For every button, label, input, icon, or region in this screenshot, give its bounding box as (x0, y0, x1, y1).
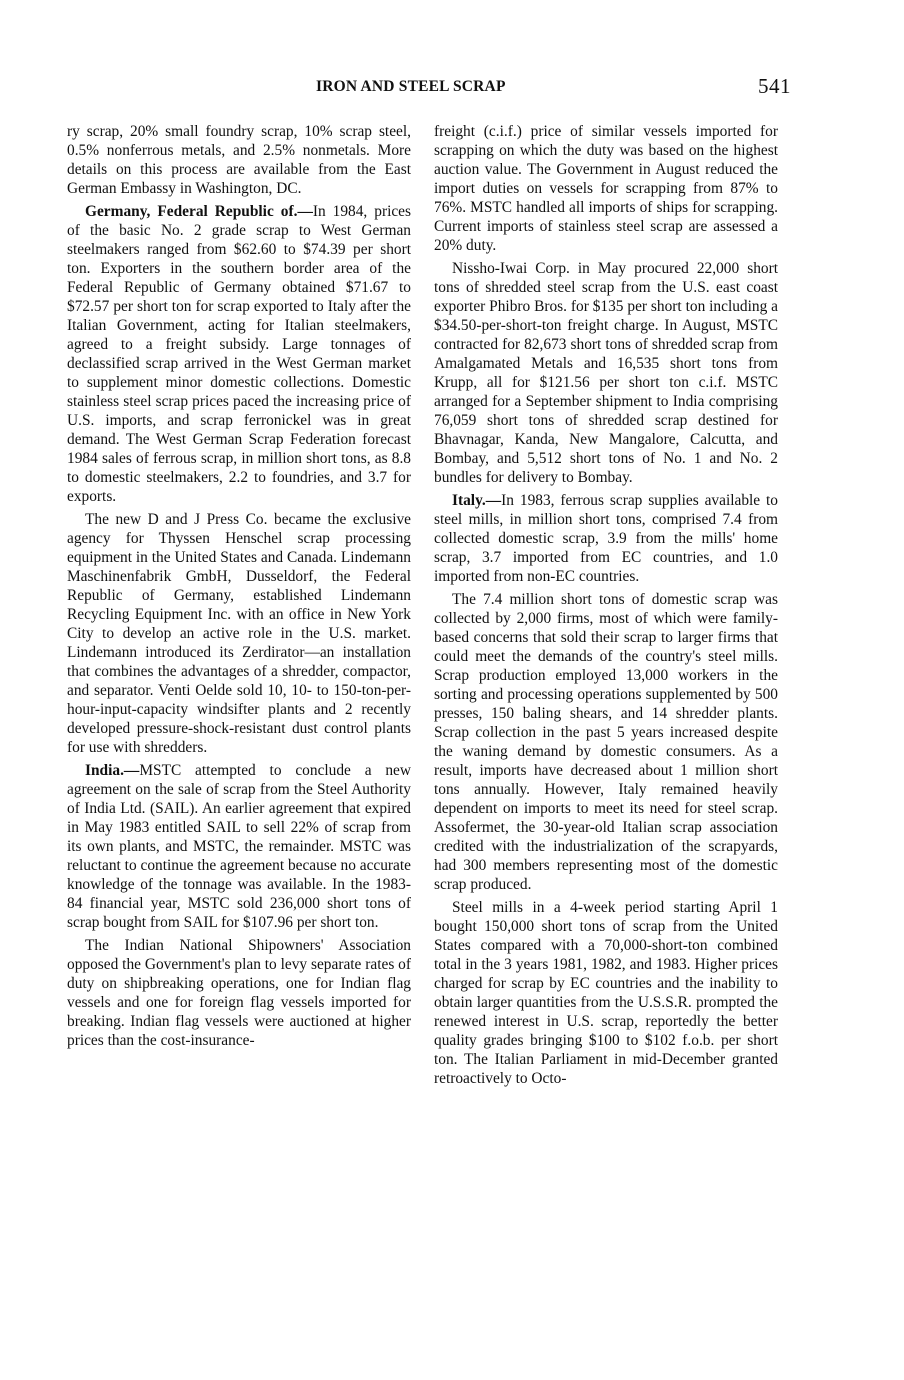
page-header (66, 74, 791, 100)
running-head: IRON AND STEEL SCRAP (316, 78, 506, 95)
page-number: 541 (758, 74, 791, 98)
paragraph: The new D and J Press Co. became the exclusive agency for Thyssen Henschel scrap processing equipment in the United States and Canada. Lindemann Maschinenfabrik GmbH, Dusseldorf, the Federal Republic of Germany, established Lindemann Recycling Equipment Inc. with an office in New York City to develop an active role in the U.S. market. Lindemann introduced its Zerdirator—an installation that combines the advantages of a shredder, compactor, and separator. Venti Oelde sold 10, 10- to 150-ton-per-hour-input-capacity windsifter plants and 2 recently developed pressure-shock-resistant dust control plants for use with shredders. (67, 511, 411, 756)
paragraph-germany (67, 202, 411, 506)
paragraph-india (67, 761, 411, 932)
paragraph-text: In 1984, prices of the basic No. 2 grade scrap to West German steelmakers ranged from $62.60 to $74.39 per short ton. Exporters in the southern border area of the Federal Republic of Germany obtained $71.67 to $72.57 per short ton for scrap exported to Italy after the Italian Government, acting for Italian steelmakers, agreed to a freight subsidy. Large tonnages of declassified scrap arrived in the West German market to supplement minor domestic collections. Domestic stainless steel scrap prices paced the increasing price of U.S. imports, and scrap ferronickel was in great demand. The West German Scrap Federation forecast 1984 sales of ferrous scrap, in million short tons, as 8.8 to domestic steelmakers, 2.2 to foundries, and 3.7 for exports. (67, 203, 411, 505)
paragraph: freight (c.i.f.) price of similar vessels imported for scrapping on which the duty was based on the highest auction value. The Government in August reduced the import duties on vessels for scrapping from 87% to 76%. MSTC handled all imports of ships for scrapping. Current imports of stainless steel scrap are assessed a 20% duty. (434, 123, 778, 254)
right-column (434, 122, 778, 1092)
paragraph: The Indian National Shipowners' Association opposed the Government's plan to levy separate rates of duty on shipbreaking operations, one for Indian flag vessels and one for foreign flag vessels imported for breaking. Indian flag vessels were auctioned at higher prices than the cost-insurance- (67, 937, 411, 1049)
paragraph-text: MSTC attempted to conclude a new agreement on the sale of scrap from the Steel Authority of India Ltd. (SAIL). An earlier agreement that expired in May 1983 entitled SAIL to sell 22% of scrap from its own plants, and MSTC, the remainder. MSTC was reluctant to continue the agreement because no accurate knowledge of the tonnage was available. In the 1983-84 financial year, MSTC sold 236,000 short tons of scrap bought from SAIL for $107.96 per short ton. (67, 762, 411, 931)
paragraph-text: In 1983, ferrous scrap supplies available to steel mills, in million short tons, comprised 7.4 from collected domestic scrap, 3.9 from the mills' home scrap, 3.7 imported from EC countries, and 1.0 imported from non-EC countries. (434, 492, 778, 585)
paragraph: The 7.4 million short tons of domestic scrap was collected by 2,000 firms, most of which were family-based concerns that sold their scrap to larger firms that could meet the demands of the country's steel mills. Scrap production employed 13,000 workers in the sorting and processing operations supplemented by 500 presses, 150 baling shears, and 14 shredder plants. Scrap collection in the past 5 years increased despite the waning demand by domestic consumers. As a result, imports have decreased about 1 million short tons annually. However, Italy remained heavily dependent on imports to meet its need for steel scrap. Assofermet, the 30-year-old Italian scrap association credited with the industrialization of the scrapyards, had 300 members representing most of the domestic scrap produced. (434, 591, 778, 893)
section-heading-italy: Italy.— (452, 492, 502, 509)
paragraph: ry scrap, 20% small foundry scrap, 10% scrap steel, 0.5% nonferrous metals, and 2.5% nonmetals. More details on this process are available from the East German Embassy in Washington, DC. (67, 123, 411, 197)
section-heading-india: India.— (85, 762, 140, 779)
left-column (67, 122, 411, 1054)
paragraph-italy (434, 491, 778, 586)
paragraph: Nissho-Iwai Corp. in May procured 22,000 short tons of shredded steel scrap from the U.S. east coast exporter Phibro Bros. for $135 per short ton including a $34.50-per-short-ton freight charge. In August, MSTC contracted for 82,673 short tons of shredded scrap from Amalgamated Metals and 16,535 short tons from Krupp, all for $121.56 per short ton c.i.f. MSTC arranged for a September shipment to India comprising 76,059 short tons of shredded scrap destined for Bhavnagar, Kanda, New Mangalore, Calcutta, and Bombay, and 5,512 short tons of No. 1 and No. 2 bundles for delivery to Bombay. (434, 260, 778, 486)
section-heading-germany: Germany, Federal Republic of.— (85, 203, 313, 220)
paragraph: Steel mills in a 4-week period starting April 1 bought 150,000 short tons of scrap from the United States compared with a 70,000-short-ton combined total in the 3 years 1981, 1982, and 1983. Higher prices charged for scrap by EC countries and the inability to obtain larger quantities from the U.S.S.R. prompted the renewed interest in U.S. scrap, reportedly the better quality grades bringing $100 to $102 f.o.b. per short ton. The Italian Parliament in mid-December granted retroactively to Octo- (434, 899, 778, 1087)
